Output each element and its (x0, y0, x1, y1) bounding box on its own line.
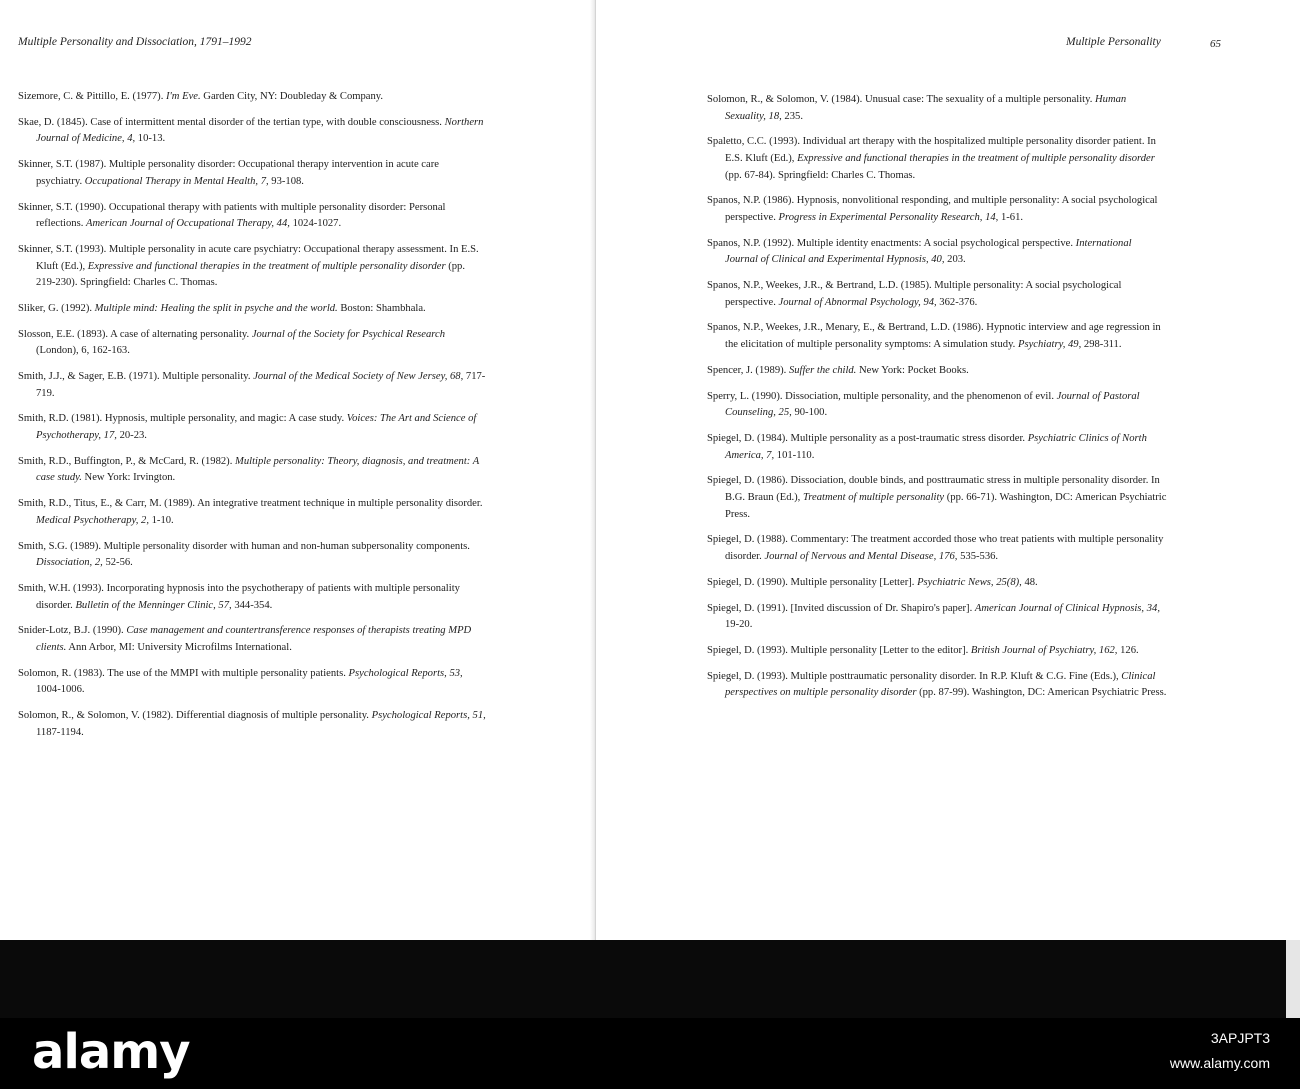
right-running-head: Multiple Personality (1066, 36, 1161, 48)
reference-pre-text: Spiegel, D. (1986). Dissociation, double binds, and posttraumatic stress in multiple personality disorder. In B.G. Braun (Ed.), (707, 475, 1160, 503)
reference-post-text: 52-56. (102, 557, 133, 569)
reference-pre-text: Skinner, S.T. (1993). Multiple personality in acute care psychiatry: Occupational therapy assessment. In E.S. Kluft (Ed.), (18, 243, 479, 272)
reference-entry (707, 473, 1167, 523)
reference-pre-text: Skae, D. (1845). Case of intermittent mental disorder of the tertian type, with double consciousness. (18, 116, 445, 128)
reference-pre-text: Smith, R.D. (1981). Hypnosis, multiple personality, and magic: A case study. (18, 413, 347, 425)
reference-post-text: (pp. 87-99). Washington, DC: American Psychiatric Press. (916, 687, 1167, 699)
reference-italic-part: Psychological Reports, 53, (348, 667, 463, 679)
reference-pre-text: Smith, J.J., & Sager, E.B. (1971). Multiple personality. (18, 371, 254, 383)
reference-italic-part: Psychiatric Clinics of North America, 7, (725, 433, 1147, 461)
reference-post-text: 235. (781, 110, 803, 122)
reference-entry (18, 708, 486, 741)
reference-post-text: 203. (944, 254, 966, 266)
reference-italic-part: Expressive and functional therapies in the treatment of multiple personality disorder (87, 260, 446, 272)
reference-entry (18, 301, 486, 318)
reference-italic-part: Voices: The Art and Science of Psychotherapy, 17, (36, 413, 477, 441)
image-id: 3APJPT3 (1210, 1030, 1270, 1046)
reference-pre-text: Sizemore, C. & Pittillo, E. (1977). (18, 91, 167, 102)
reference-italic-part: Journal of the Medical Society of New Jersey, 68, (253, 371, 464, 383)
reference-italic-part: Occupational Therapy in Mental Health, 7, (84, 175, 269, 187)
reference-post-text: 344-354. (231, 599, 273, 611)
reference-italic-part: Human Sexuality, 18, (725, 94, 1127, 122)
reference-italic-part: American Journal of Occupational Therapy, 44, (86, 218, 290, 230)
reference-italic-part: Suffer the child. (788, 364, 857, 376)
reference-post-text: New York: Pocket Books. (856, 364, 969, 376)
reference-italic-part: Northern Journal of Medicine, 4, (36, 116, 484, 145)
left-running-head: Multiple Personality and Dissociation, 1791–1992 (18, 36, 252, 48)
reference-entry (707, 92, 1167, 125)
reference-entry (18, 454, 486, 487)
reference-italic-part: British Journal of Psychiatry, 162, (970, 644, 1118, 656)
reference-post-text: (pp. 67-84). Springfield: Charles C. Thomas. (725, 169, 916, 181)
reference-entry (18, 369, 486, 402)
reference-italic-part: International Journal of Clinical and Experimental Hypnosis, 40, (725, 237, 1132, 266)
reference-post-text: (pp. 219-230). Springfield: Charles C. Thomas. (36, 260, 465, 289)
reference-italic-part: Dissociation, 2, (36, 557, 103, 569)
reference-pre-text: Spanos, N.P., Weekes, J.R., & Bertrand, L.D. (1985). Multiple personality: A social psychological perspective. (707, 280, 1122, 308)
reference-italic-part: I'm Eve. (166, 91, 201, 102)
reference-italic-part: Case management and countertransference responses of therapists treating MPD clients. (36, 625, 472, 653)
reference-entry (18, 666, 486, 699)
right-page (596, 0, 1300, 940)
reference-pre-text: Spiegel, D. (1993). Multiple posttraumatic personality disorder. In R.P. Kluft & C.G. Fine (Eds.), (707, 670, 1122, 682)
page-number: 65 (1210, 38, 1221, 50)
scan-edge-band (0, 940, 1286, 1018)
reference-entry (707, 532, 1167, 565)
reference-pre-text: Spiegel, D. (1990). Multiple personality [Letter]. (707, 576, 918, 588)
reference-entry (18, 411, 486, 444)
reference-entry (707, 575, 1167, 592)
reference-pre-text: Smith, R.D., Buffington, P., & McCard, R. (1982). (18, 455, 235, 467)
reference-pre-text: Solomon, R., & Solomon, V. (1982). Differential diagnosis of multiple personality. (18, 710, 372, 722)
reference-post-text: 1024-1027. (289, 218, 342, 230)
reference-italic-part: Progress in Experimental Personality Research, 14, (778, 211, 999, 223)
reference-italic-part: Psychiatric News, 25(8), (917, 576, 1022, 588)
reference-italic-part: Journal of Abnormal Psychology, 94, (778, 296, 937, 308)
reference-italic-part: Psychiatry, 49, (1017, 339, 1082, 351)
reference-post-text: Ann Arbor, MI: University Microfilms International. (66, 641, 292, 653)
reference-italic-part: Clinical perspectives on multiple personality disorder (725, 670, 1156, 699)
reference-entry (707, 278, 1167, 311)
reference-italic-part: Journal of Pastoral Counseling, 25, (725, 390, 1140, 419)
reference-post-text: Boston: Shambhala. (337, 302, 426, 314)
reference-post-text: New York: Irvington. (81, 472, 176, 484)
reference-entry (707, 236, 1167, 269)
reference-entry (707, 431, 1167, 464)
reference-pre-text: Spiegel, D. (1993). Multiple personality [Letter to the editor]. (707, 644, 971, 656)
reference-entry (707, 134, 1167, 184)
reference-entry (18, 200, 486, 233)
reference-pre-text: Smith, S.G. (1989). Multiple personality disorder with human and non-human subpersonality components. (18, 540, 470, 552)
reference-entry (18, 496, 486, 529)
reference-entry (707, 669, 1167, 702)
reference-entry (18, 327, 486, 360)
reference-post-text: 19-20. (725, 619, 753, 631)
reference-post-text: 10-13. (135, 133, 166, 145)
reference-entry (707, 193, 1167, 226)
reference-pre-text: Spanos, N.P. (1986). Hypnosis, nonvolitional responding, and multiple personality: A social psychological perspective. (707, 195, 1158, 223)
reference-entry (707, 601, 1167, 634)
right-reference-list (707, 92, 1167, 711)
reference-italic-part: Treatment of multiple personality (802, 491, 945, 503)
reference-entry (18, 623, 486, 656)
reference-pre-text: Sliker, G. (1992). (18, 302, 95, 314)
reference-italic-part: Bulletin of the Menninger Clinic, 57, (75, 599, 232, 611)
watermark-bar (0, 1018, 1300, 1089)
reference-italic-part: Psychological Reports, 51, (371, 710, 486, 722)
reference-entry (18, 581, 486, 614)
reference-entry (18, 115, 486, 148)
reference-post-text: (pp. 66-71). Washington, DC: American Psychiatric Press. (725, 491, 1167, 520)
reference-italic-part: Expressive and functional therapies in the treatment of multiple personality disorder (797, 152, 1155, 164)
alamy-logo: alamy (32, 1024, 190, 1080)
reference-pre-text: Smith, R.D., Titus, E., & Carr, M. (1989). An integrative treatment technique in multiple personality disorder. (18, 498, 483, 510)
reference-pre-text: Spiegel, D. (1988). Commentary: The treatment accorded those who treat patients with multiple personality disorder. (707, 534, 1164, 562)
reference-post-text: 298-311. (1081, 339, 1122, 351)
reference-entry (18, 89, 486, 106)
reference-post-text: (London), 6, 162-163. (36, 345, 130, 357)
reference-entry (707, 389, 1167, 422)
reference-pre-text: Snider-Lotz, B.J. (1990). (18, 625, 127, 637)
left-reference-list (18, 89, 486, 750)
reference-pre-text: Spanos, N.P. (1992). Multiple identity enactments: A social psychological perspective. (707, 237, 1076, 249)
reference-entry (707, 320, 1167, 353)
reference-entry (707, 643, 1167, 660)
reference-italic-part: American Journal of Clinical Hypnosis, 34, (974, 602, 1160, 614)
reference-post-text: 717-719. (36, 371, 486, 399)
reference-italic-part: Journal of the Society for Psychical Research (251, 328, 445, 340)
reference-post-text: 1-61. (998, 211, 1024, 223)
reference-post-text: 101-110. (774, 449, 815, 461)
reference-italic-part: Journal of Nervous and Mental Disease, 176, (764, 550, 958, 562)
reference-italic-part: Medical Psychotherapy, 2, (36, 514, 149, 526)
reference-pre-text: Spiegel, D. (1991). [Invited discussion of Dr. Shapiro's paper]. (707, 602, 975, 614)
reference-entry (18, 242, 486, 292)
reference-pre-text: Spiegel, D. (1984). Multiple personality as a post-traumatic stress disorder. (707, 433, 1028, 444)
left-page (0, 0, 596, 940)
reference-post-text: 90-100. (791, 407, 828, 419)
reference-post-text: 48. (1021, 576, 1038, 588)
reference-pre-text: Spencer, J. (1989). (707, 364, 789, 376)
reference-post-text: 362-376. (936, 296, 978, 308)
reference-post-text: 1187-1194. (36, 726, 84, 738)
reference-pre-text: Skinner, S.T. (1987). Multiple personality disorder: Occupational therapy intervention in acute care psychiatry. (18, 159, 439, 187)
reference-pre-text: Spanos, N.P., Weekes, J.R., Menary, E., & Bertrand, L.D. (1986). Hypnotic interview and age regression in the elicitation of multiple personality symptoms: A simulation study. (707, 322, 1161, 351)
reference-post-text: 20-23. (116, 430, 147, 441)
reference-post-text: Garden City, NY: Doubleday & Company. (200, 91, 384, 102)
reference-pre-text: Smith, W.H. (1993). Incorporating hypnosis into the psychotherapy of patients with multiple personality disorder. (18, 582, 460, 611)
reference-pre-text: Sperry, L. (1990). Dissociation, multiple personality, and the phenomenon of evil. (707, 390, 1057, 402)
reference-pre-text: Spaletto, C.C. (1993). Individual art therapy with the hospitalized multiple personality disorder patient. In E.S. Kluft (Ed.), (707, 136, 1156, 164)
reference-italic-part: Multiple personality: Theory, diagnosis, and treatment: A case study. (36, 455, 480, 484)
reference-entry (18, 157, 486, 190)
reference-post-text: 126. (1117, 644, 1139, 656)
reference-pre-text: Solomon, R., & Solomon, V. (1984). Unusual case: The sexuality of a multiple personality. (707, 94, 1096, 105)
reference-post-text: 535-536. (957, 550, 999, 562)
reference-post-text: 93-108. (268, 175, 304, 187)
reference-italic-part: Multiple mind: Healing the split in psyche and the world. (94, 302, 338, 314)
reference-post-text: 1-10. (148, 514, 174, 526)
watermark-url: www.alamy.com (1169, 1055, 1270, 1071)
reference-pre-text: Slosson, E.E. (1893). A case of alternating personality. (18, 328, 252, 340)
reference-post-text: 1004-1006. (36, 684, 85, 696)
reference-entry (707, 363, 1167, 380)
reference-entry (18, 539, 486, 572)
reference-pre-text: Skinner, S.T. (1990). Occupational therapy with patients with multiple personality disorder: Personal reflections. (18, 201, 446, 230)
reference-pre-text: Solomon, R. (1983). The use of the MMPI with multiple personality patients. (18, 667, 349, 679)
